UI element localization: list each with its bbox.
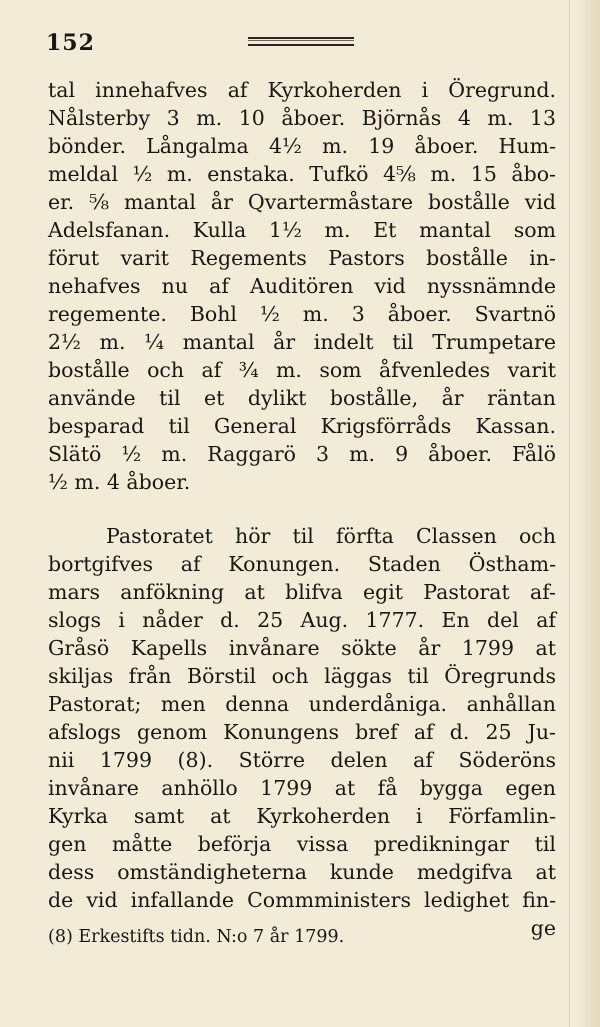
text-line: invånare anhöllo 1799 at få bygga egen [48,776,556,800]
catchword: ge [530,916,556,940]
text-line: afslogs genom Konungens bref af d. 25 Ju- [48,720,556,744]
text-line: Gråsö Kapells invånare sökte år 1799 at [48,636,556,660]
page-edge-line [569,0,570,1027]
text-line: er. ⅝ mantal år Qvartermåstare bostålle vid [48,190,556,214]
text-line: bortgifves af Konungen. Staden Östham- [48,552,556,576]
text-line: tal innehafves af Kyrkoherden i Öregrund. [48,78,556,102]
text-line: Slätö ½ m. Raggarö 3 m. 9 åboer. Fålö [48,442,556,466]
text-line: slogs i nåder d. 25 Aug. 1777. En del af [48,608,556,632]
footnote: (8) Erkestifts tidn. N:o 7 år 1799. [48,927,345,947]
text-line: Kyrka samt at Kyrkoherden i Förfamlin- [48,804,556,828]
text-line: använde til et dylikt bostålle, år räntan [48,386,556,410]
text-line: ½ m. 4 åboer. [48,470,191,494]
text-line: besparad til General Krigsförråds Kassan. [48,414,556,438]
text-line: Nålsterby 3 m. 10 åboer. Björnås 4 m. 13 [48,106,556,130]
text-line: nehafves nu af Auditören vid nyssnämnde [48,274,556,298]
page-fold-shadow [578,0,600,1027]
text-line: Adelsfanan. Kulla 1½ m. Et mantal som [48,218,556,242]
text-line: nii 1799 (8). Större delen af Söderöns [48,748,556,772]
text-line: Pastorat; men denna underdåniga. anhållan [48,692,556,716]
text-line: förut varit Regements Pastors bostålle in- [48,246,556,270]
main-text [48,76,556,942]
text-line: bostålle och af ¾ m. som åfvenledes varit [48,358,556,382]
text-line: bönder. Långalma 4½ m. 19 åboer. Hum- [48,134,556,158]
text-line: de vid infallande Commministers ledighet fin- [48,888,556,912]
header-double-rule [248,37,354,46]
text-line: Pastoratet hör til förfta Classen och [106,524,556,548]
text-line: dess omständigheterna kunde medgifva at [48,860,556,884]
text-line: 2½ m. ¼ mantal år indelt til Trumpetare [48,330,556,354]
text-line: mars anfökning at blifva egit Pastorat af- [48,580,556,604]
text-line: gen måtte beförja vissa predikningar til [48,832,556,856]
text-line: meldal ½ m. enstaka. Tufkö 4⅝ m. 15 åbo- [48,162,556,186]
page-number: 152 [46,30,95,56]
text-line: skiljas från Börstil och läggas til Öregrunds [48,664,556,688]
paragraph-gap [48,496,556,522]
text-line: regemente. Bohl ½ m. 3 åboer. Svartnö [48,302,556,326]
